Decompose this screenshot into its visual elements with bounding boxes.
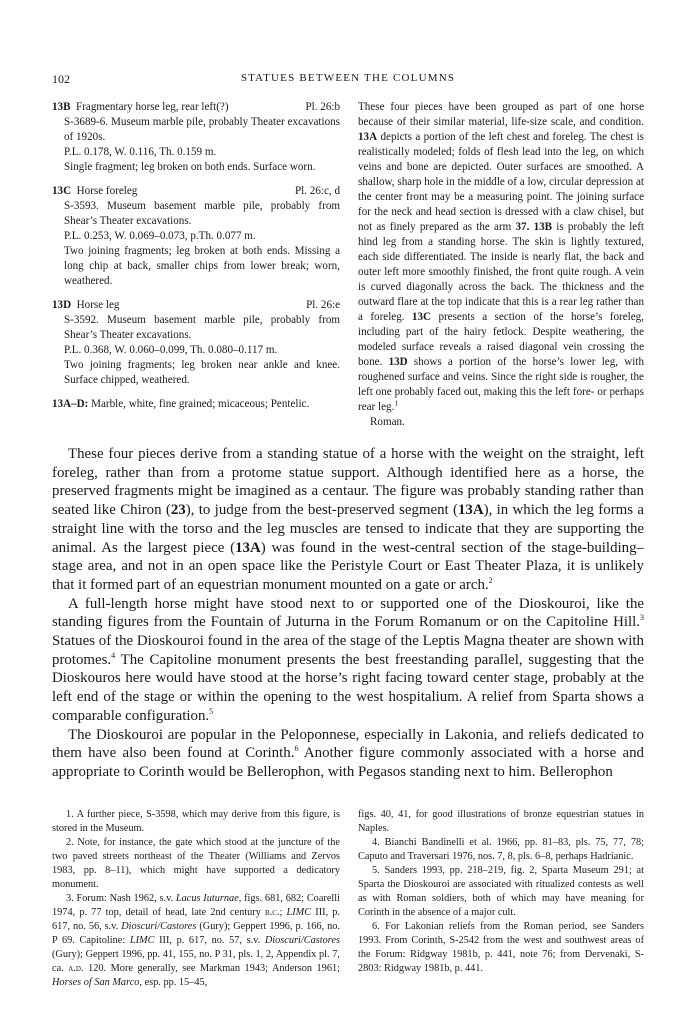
footnote-5: 5. Sanders 1993, pp. 218–219, fig. 2, Sparta Museum 291; at Sparta the Dioskouroi are associated with ritualized contests as well as with Roman soldiers, both of which may have meaning for Corinth in the absence of a major cult.: [358, 865, 644, 918]
entry-description: Two joining fragments; leg broken at both ends. Missing a long chip at back, smaller chips from lower break; worn, weathered.: [64, 245, 340, 287]
commentary-date: Roman.: [370, 416, 405, 428]
footnote-1: 1. A further piece, S-3598, which may derive from this figure, is stored in the Museum.: [52, 809, 340, 834]
footnote-3: 3. Forum: Nash 1962, s.v. Lacus Iuturnae, figs. 681, 682; Coarelli 1974, p. 77 top, detail of head, late 2nd century b.c.; LIMC III, p. 617, no. 56, s.v. Dioscuri/Castores (Gury); Geppert 1996, p. 166, no. P 69. Capitoline: LIMC III, p. 617, no. 57, s.v. Dioscuri/Castores (Gury); Geppert 1996, pp. 41, 155, no. P 31, pls. 1, 2, Appendix pl. 7, ca. a.d. 120. More generally, see Markman 1943; Anderson 1961; Horses of San Marco, esp. pp. 15–45,: [52, 893, 341, 988]
footnote-2: 2. Note, for instance, the gate which stood at the juncture of the two paved streets northeast of the Theater (Williams and Zervos 1983, pp. 8–11), which might have supported a dedicatory monument.: [52, 837, 340, 890]
footnotes-left: [52, 808, 340, 990]
footnote-6: 6. For Lakonian reliefs from the Roman period, see Sanders 1993. From Corinth, S-2542 from the west and southwest areas of the Forum: Ridgway 1981b, p. 441, note 76; from Dervenaki, S-2803: Ridgway 1981b, p. 441.: [358, 921, 644, 974]
material-text: Marble, white, fine grained; micaceous; Pentelic.: [91, 398, 310, 410]
entry-heading: [52, 184, 340, 199]
entry-title: Horse leg: [76, 299, 120, 311]
page-number: 102: [52, 72, 70, 86]
footnote-ref[interactable]: 2: [488, 575, 493, 585]
entry-measurements: P.L. 0.253, W. 0.069–0.073, p.Th. 0.077 m.: [64, 230, 256, 242]
catalog-column: [52, 100, 340, 412]
catalog-entry-13b: [52, 100, 340, 175]
catalog-entry-13d: [52, 298, 340, 388]
entry-measurements: P.L. 0.368, W. 0.060–0.099, Th. 0.080–0.117 m.: [64, 344, 278, 356]
entry-description: Single fragment; leg broken on both ends. Surface worn.: [64, 161, 316, 173]
entry-measurements: P.L. 0.178, W. 0.116, Th. 0.159 m.: [64, 146, 217, 158]
footnote-ref[interactable]: 3: [640, 613, 644, 623]
entry-heading: [52, 100, 340, 115]
footnote-3-continued: figs. 40, 41, for good illustrations of bronze equestrian statues in Naples.: [358, 809, 644, 834]
paragraph: The Dioskouroi are popular in the Peloponnese, especially in Lakonia, and reliefs dedicated to them have also been found at Corinth.$^6$ Another figure commonly associated with a horse and appropriate to Corinth would be Bellerophon, with Pegasos standing next to him. Bellerophon: [52, 726, 645, 780]
paragraph: These four pieces derive from a standing statue of a horse with the weight on the straight, left foreleg, rather than from a protome statue support. Although identified here as a horse, the preserved fragments might be imagined as a centaur. The figure was probably standing rather than seated like Chiron (23), to judge from the best-preserved segment (13A), in which the leg forms a straight line with the torso and the leg muscles are tensed to indicate that they are supporting the animal. As the largest piece (13A) was found in the west-central section of the stage-building–stage area, and not in an open space like the Peristyle Court or East Theater Plaza, it is unlikely that it formed part of an equestrian monument mounted on a gate or arch.$^2$: [52, 446, 644, 593]
entry-inventory: S-3689-6. Museum marble pile, probably Theater excavations of 1920s.: [64, 116, 340, 143]
catalog-material: [52, 397, 340, 412]
plate-ref: Pl. 26:b: [305, 101, 340, 113]
entry-id: 13C: [52, 185, 72, 197]
commentary-column: [358, 100, 644, 430]
catalog-entry-13c: [52, 184, 340, 289]
paragraph: A full-length horse might have stood next to or supported one of the Dioskouroi, like the standing figures from the Fountain of Juturna in the Forum Romanum or on the Capitoline Hill.$^3$ Statues of the Dioskouroi found in the area of the stage of the Leptis Magna theater are shown with protomes.$^4$ The Capitoline monument presents the best freestanding parallel, suggesting that the Dioskouros here would have stood at the horse’s right facing toward center stage, probably at the left end of the stage or within the opening to the west hospitalium. A relief from Sparta shows a comparable configuration.$^5$: [52, 595, 644, 724]
entry-heading: [52, 298, 340, 313]
footnote-4: 4. Bianchi Bandinelli et al. 1966, pp. 81–83, pls. 75, 77, 78; Caputo and Traversari 1976, nos. 7, 8, pls. 6–8, perhaps Hadrianic.: [358, 837, 644, 862]
entry-id: 13B: [52, 101, 71, 113]
plate-ref: Pl. 26:c, d: [295, 185, 340, 197]
entry-inventory: S-3592. Museum basement marble pile, probably from Shear’s Theater excavations.: [64, 314, 340, 341]
footnote-ref[interactable]: 6: [294, 744, 299, 754]
entry-inventory: S-3593. Museum basement marble pile, probably from Shear’s Theater excavations.: [64, 200, 340, 227]
footnote-ref[interactable]: 5: [209, 706, 214, 716]
running-title: STATUES BETWEEN THE COLUMNS: [240, 72, 456, 84]
footnote-ref[interactable]: 1: [394, 398, 399, 408]
plate-ref: Pl. 26:e: [306, 299, 340, 311]
footnotes-right: [358, 808, 644, 976]
footnote-ref[interactable]: 4: [111, 650, 116, 660]
entry-description: Two joining fragments; leg broken near ankle and knee. Surface chipped, weathered.: [64, 359, 340, 386]
material-label: 13A–D:: [52, 398, 89, 410]
entry-title: Horse foreleg: [76, 185, 138, 197]
entry-id: 13D: [52, 299, 72, 311]
page-header: [52, 72, 644, 88]
commentary-text: These four pieces have been grouped as part of one horse because of their similar material, life-size scale, and condition. 13A depicts a portion of the left chest and foreleg. The chest is realistically modeled; folds of flesh lead into the leg, on which veins and bone are depicted. Outer surfaces are smoothed. A shallow, sharp hole in the middle of a low, circular depression at the center front may be a measuring point. The joining surface for the neck and head section is dressed with a claw chisel, but not as finely prepared as the arm 37. 13B is probably the left hind leg from a standing horse. The skin is lightly textured, each side differentiated. The inside is nearly flat, the back and outer left more smoothly finished, the front quite rough. A vein is curved diagonally across the back. The thickness and the outward flare at the top indicate that this is a rear leg rather than a foreleg. 13C presents a section of the horse’s foreleg, including part of the hairy fetlock. Despite weathering, the modeled surface reveals a raised diagonal vein crossing the bone. 13D shows a portion of the horse’s lower leg, with roughened surface and veins. Since the right side is rougher, the left one probably faced out, making this the left fore- or perhaps rear leg.$^1$: [358, 101, 645, 413]
main-text: [52, 445, 644, 782]
entry-title: Fragmentary horse leg, rear left(?): [76, 101, 229, 113]
